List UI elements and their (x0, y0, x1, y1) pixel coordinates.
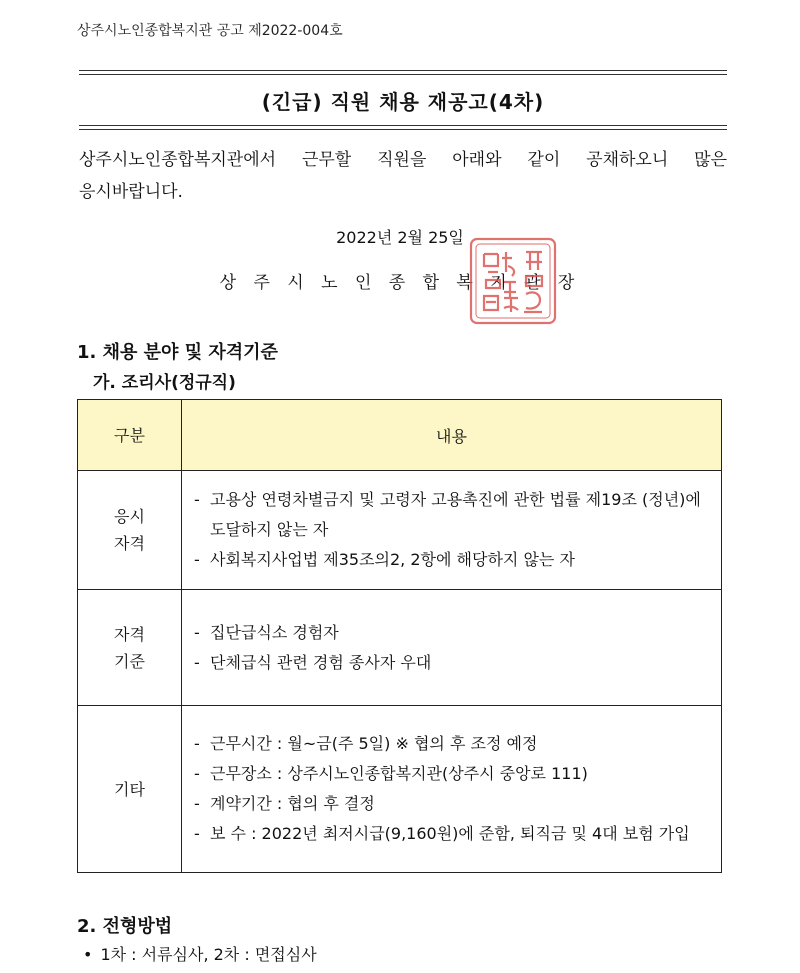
table-row (78, 471, 722, 590)
category-line-2: 자격 (114, 534, 145, 553)
list-item: - 근무시간 : 월~금(주 5일) ※ 협의 후 조정 예정 (194, 729, 709, 759)
intro-line-2: 응시바랍니다. (79, 182, 183, 202)
document-title: (긴급) 직원 채용 재공고(4차) (261, 90, 545, 114)
selection-method-text: 1차 : 서류심사, 2차 : 면접심사 (100, 945, 317, 964)
category-line-1: 기타 (114, 779, 145, 799)
list-item: - 집단급식소 경험자 (194, 618, 709, 648)
title-rule-bottom-inner (79, 125, 727, 126)
section-1-heading: 1. 채용 분야 및 자격기준 (77, 342, 278, 363)
list-item: - 단체급식 관련 경험 종사자 우대 (194, 648, 709, 678)
category-line-1: 자격 (114, 624, 145, 644)
list-item: - 계약기간 : 협의 후 결정 (194, 789, 709, 819)
table-row-content (182, 471, 722, 590)
table-header-category: 구분 (78, 400, 182, 471)
list-item: - 보 수 : 2022년 최저시급(9,160원)에 준함, 퇴직금 및 4대 보험 가입 (194, 819, 709, 849)
section-2-heading: 2. 전형방법 (77, 916, 173, 937)
notice-date: 2022년 2월 25일 (336, 228, 464, 247)
table-row-content (182, 706, 722, 873)
selection-method-item (83, 942, 317, 965)
title-rule-top-inner (79, 74, 727, 75)
category-line-1: 응시 (114, 507, 145, 526)
table-header-row (78, 400, 722, 471)
table-row-category (78, 590, 182, 706)
title-rule-bottom (79, 129, 727, 130)
title-rule-top (79, 70, 727, 71)
table-row-category (78, 471, 182, 590)
category-line-2: 기준 (114, 651, 145, 671)
notice-number: 상주시노인종합복지관 공고 제2022-004호 (77, 23, 343, 39)
qualification-table (77, 399, 722, 873)
table-row-category (78, 706, 182, 873)
organization-signature: 상 주 시 노 인 종 합 복 지 관 장 (219, 273, 581, 293)
list-item: - 고용상 연령차별금지 및 고령자 고용촉진에 관한 법률 제19조 (정년)에 도달하지 않는 자 (194, 485, 709, 545)
intro-line-1: 상주시노인종합복지관에서 근무할 직원을 아래와 같이 공채하오니 많은 (79, 150, 727, 170)
official-seal-icon (468, 236, 558, 326)
list-item: - 사회복지사업법 제35조의2, 2항에 해당하지 않는 자 (194, 545, 709, 575)
list-item: - 근무장소 : 상주시노인종합복지관(상주시 중앙로 111) (194, 759, 709, 789)
section-1-subheading: 가. 조리사(정규직) (93, 373, 236, 393)
table-row (78, 706, 722, 873)
bullet-icon: • (83, 945, 93, 964)
table-header-content: 내용 (182, 400, 722, 471)
table-row-content (182, 590, 722, 706)
table-row (78, 590, 722, 706)
